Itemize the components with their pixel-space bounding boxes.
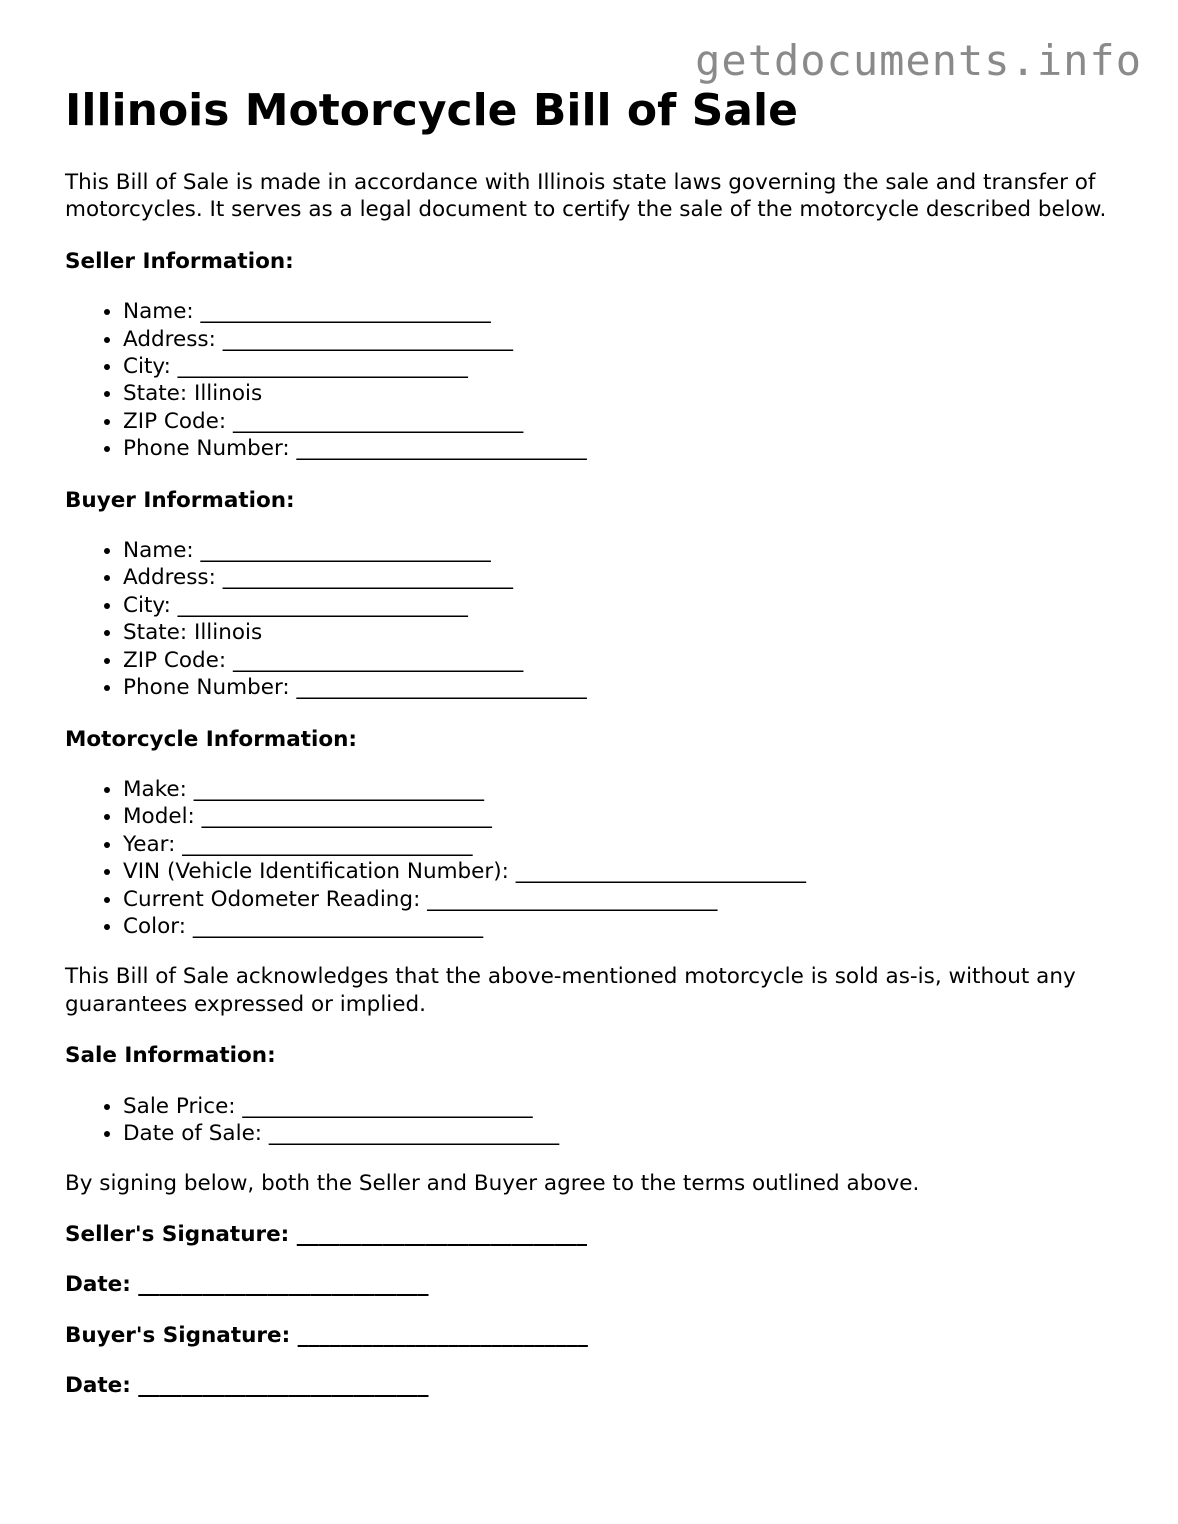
buyer-address-field[interactable]: • Address: ___________________________ xyxy=(123,564,1125,591)
seller-date-line[interactable]: Date: ___________________________ xyxy=(65,1272,429,1298)
motorcycle-info-heading: Motorcycle Information: xyxy=(65,726,358,752)
buyer-name-field[interactable]: • Name: ___________________________ xyxy=(123,537,1125,564)
document-title: Illinois Motorcycle Bill of Sale xyxy=(65,85,798,136)
seller-address-field[interactable]: • Address: ___________________________ xyxy=(123,326,1125,353)
buyer-city-field[interactable]: • City: ___________________________ xyxy=(123,592,1125,619)
buyer-state-field: • State: Illinois xyxy=(123,619,1125,646)
seller-info-list xyxy=(65,298,1125,462)
seller-state-field: • State: Illinois xyxy=(123,380,1125,407)
watermark: getdocuments.info xyxy=(695,36,1142,85)
sale-date-field[interactable]: • Date of Sale: ___________________________ xyxy=(123,1120,1125,1147)
motorcycle-vin-field[interactable]: • VIN (Vehicle Identification Number): ___________________________ xyxy=(123,858,1125,885)
sale-price-field[interactable]: • Sale Price: ___________________________ xyxy=(123,1093,1125,1120)
buyer-info-heading: Buyer Information: xyxy=(65,487,295,513)
buyer-phone-field[interactable]: • Phone Number: ___________________________ xyxy=(123,674,1125,701)
seller-phone-field[interactable]: • Phone Number: ___________________________ xyxy=(123,435,1125,462)
motorcycle-info-list xyxy=(65,776,1125,940)
sale-info-list xyxy=(65,1093,1125,1148)
seller-name-field[interactable]: • Name: ___________________________ xyxy=(123,298,1125,325)
motorcycle-color-field[interactable]: • Color: ___________________________ xyxy=(123,913,1125,940)
sale-info-heading: Sale Information: xyxy=(65,1043,276,1069)
motorcycle-make-field[interactable]: • Make: ___________________________ xyxy=(123,776,1125,803)
buyer-info-list xyxy=(65,537,1125,701)
motorcycle-model-field[interactable]: • Model: ___________________________ xyxy=(123,803,1125,830)
buyer-zip-field[interactable]: • ZIP Code: ___________________________ xyxy=(123,647,1125,674)
buyer-signature-line[interactable]: Buyer's Signature: ___________________________ xyxy=(65,1322,588,1348)
seller-signature-line[interactable]: Seller's Signature: ___________________________ xyxy=(65,1221,588,1247)
buyer-date-line[interactable]: Date: ___________________________ xyxy=(65,1373,429,1398)
motorcycle-year-field[interactable]: • Year: ___________________________ xyxy=(123,831,1125,858)
seller-zip-field[interactable]: • ZIP Code: ___________________________ xyxy=(123,408,1125,435)
seller-info-heading: Seller Information: xyxy=(65,248,294,274)
motorcycle-odometer-field[interactable]: • Current Odometer Reading: ___________________________ xyxy=(123,886,1125,913)
document-body xyxy=(65,84,1125,1399)
agreement-statement: By signing below, both the Seller and Buyer agree to the terms outlined above. xyxy=(65,1171,920,1197)
as-is-statement: This Bill of Sale acknowledges that the above-mentioned motorcycle is sold as-is, without any guarantees expressed or implied. xyxy=(65,964,1076,1017)
intro-paragraph: This Bill of Sale is made in accordance with Illinois state laws governing the sale and transfer of motorcycles. It serves as a legal document to certify the sale of the motorcycle described below. xyxy=(65,170,1107,223)
seller-city-field[interactable]: • City: ___________________________ xyxy=(123,353,1125,380)
